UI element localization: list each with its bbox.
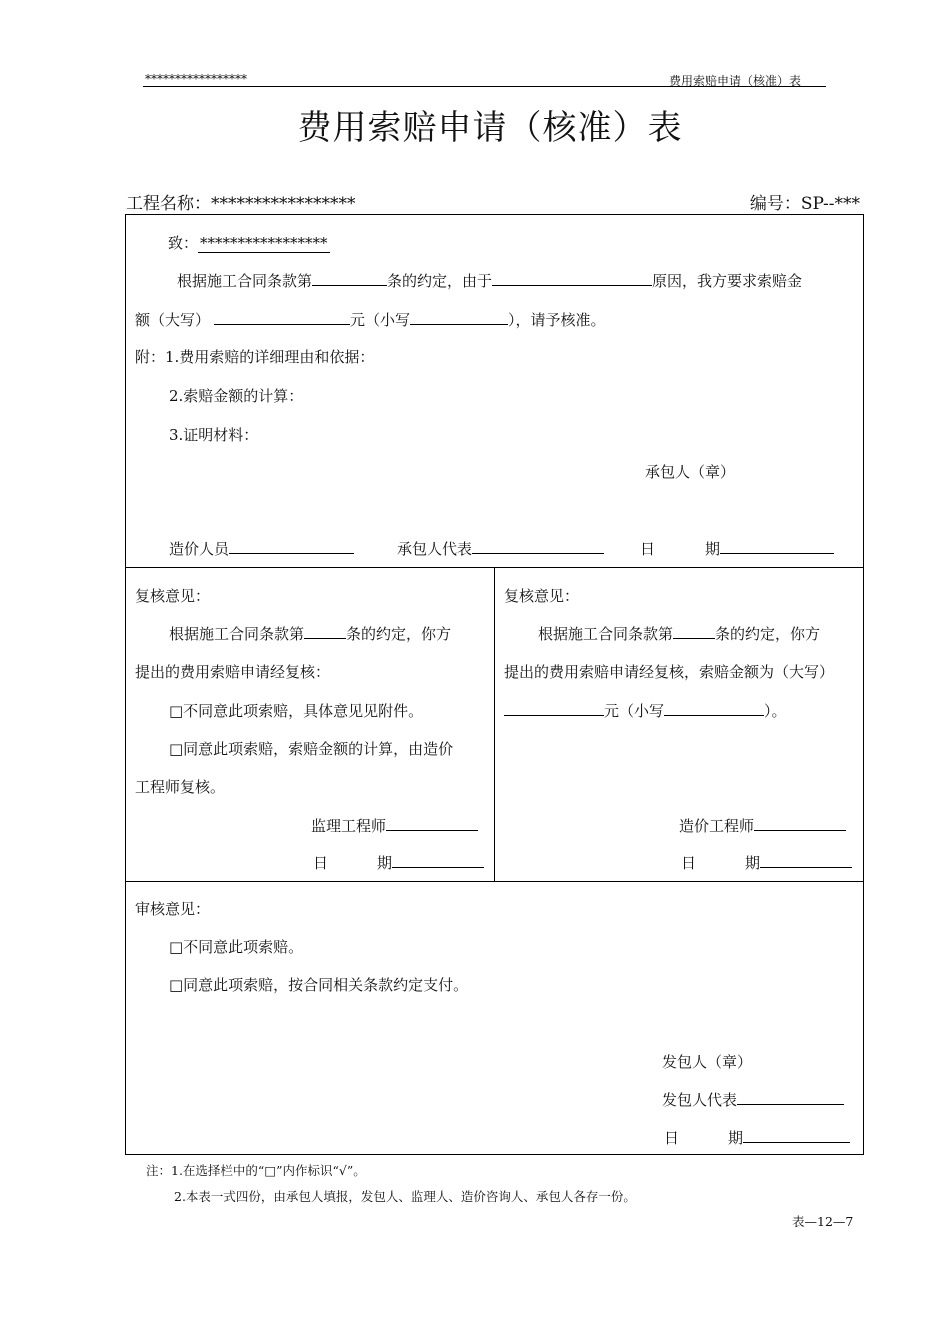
review-left-date-row (313, 852, 484, 873)
supervisor-signer-row (311, 815, 478, 836)
audit-date-field[interactable] (743, 1128, 850, 1143)
contractor-seal: 承包人（章） (645, 463, 736, 481)
to-label: 致： (168, 234, 199, 252)
cost-engineer-signer-row (679, 815, 846, 836)
cost-staff-field[interactable] (229, 539, 354, 554)
review-left-option-disagree[interactable]: □不同意此项索赔，具体意见见附件。 (169, 702, 424, 720)
issuer-rep-label: 发包人代表 (662, 1091, 738, 1109)
cost-staff-label: 造价人员 (169, 540, 230, 558)
text-yuan-small: 元（小写 (350, 311, 411, 329)
text-amount-words: 额（大写） (135, 311, 211, 329)
review-left-option-agree-cont: 工程师复核。 (135, 778, 226, 796)
contractor-rep-label: 承包人代表 (397, 540, 473, 558)
review-right-line2: 提出的费用索赔申请经复核，索赔金额为（大写） (504, 663, 835, 681)
review-right-date-row (681, 852, 852, 873)
date-label-period: 期 (745, 854, 761, 872)
date-label-day: 日 (313, 854, 329, 872)
audit-option-disagree[interactable]: □不同意此项索赔。 (169, 938, 304, 956)
note-1: 注：1.在选择栏中的“□”内作标识“√”。 (146, 1163, 366, 1178)
review-right-date-field[interactable] (760, 853, 852, 868)
date-label-period: 期 (377, 854, 393, 872)
review-left-heading: 复核意见： (135, 587, 211, 605)
date-label-period: 期 (728, 1129, 744, 1147)
date-label-period: 期 (705, 540, 721, 558)
amount-words-field[interactable] (214, 310, 350, 325)
cost-engineer-label: 造价工程师 (679, 817, 755, 835)
text-contract-clause: 根据施工合同条款第 (177, 272, 313, 290)
supervisor-label: 监理工程师 (311, 817, 387, 835)
text-contract-clause: 根据施工合同条款第 (169, 625, 305, 643)
claim-paragraph-line2 (135, 309, 606, 330)
header-form-title: 费用索赔申请（核准）表 (669, 74, 802, 88)
text-agreement-due-to: 条的约定，由于 (387, 272, 493, 290)
review-right-clause-field[interactable] (673, 624, 715, 639)
review-left-date-field[interactable] (392, 853, 484, 868)
text-agreement-you: 条的约定，你方 (715, 625, 821, 643)
audit-heading: 审核意见： (135, 900, 211, 918)
text-agreement-you: 条的约定，你方 (346, 625, 452, 643)
section-divider-2 (125, 881, 864, 882)
contractor-rep-field[interactable] (472, 539, 604, 554)
text-contract-clause: 根据施工合同条款第 (538, 625, 674, 643)
review-left-clause-field[interactable] (304, 624, 346, 639)
date-label-day: 日 (681, 854, 697, 872)
date-label-day: 日 (640, 540, 656, 558)
to-row (168, 232, 330, 253)
header-divider (143, 86, 826, 87)
text-close: ）。 (764, 702, 787, 720)
section1-date-field[interactable] (720, 539, 834, 554)
text-request-amount: 原因，我方要求索赔金 (652, 272, 803, 290)
review-right-amount-words-field[interactable] (504, 701, 604, 716)
text-please-approve: ），请予核准。 (508, 311, 606, 329)
issuer-rep-row (662, 1089, 844, 1110)
date-label-day: 日 (664, 1129, 680, 1147)
review-left-line1 (169, 623, 451, 644)
audit-option-agree[interactable]: □同意此项索赔，按合同相关条款约定支付。 (169, 976, 469, 994)
audit-date-row (664, 1127, 850, 1148)
project-name-value: ***************** (211, 194, 356, 214)
amount-figures-field[interactable] (410, 310, 508, 325)
claim-paragraph-line1 (177, 270, 802, 291)
text-yuan-small: 元（小写 (604, 702, 665, 720)
reason-field[interactable] (492, 271, 652, 286)
review-right-line1 (538, 623, 820, 644)
review-right-heading: 复核意见： (504, 587, 580, 605)
cost-engineer-signature-field[interactable] (754, 816, 846, 831)
attachment-2: 2.索赔金额的计算： (169, 387, 304, 405)
form-number-label: 编号： (749, 194, 801, 214)
review-right-line3 (504, 700, 787, 721)
header-stars: ***************** (145, 72, 247, 86)
review-right-amount-figures-field[interactable] (664, 701, 764, 716)
note-2: 2.本表一式四份，由承包人填报，发包人、监理人、造价咨询人、承包人各存一份。 (174, 1189, 636, 1204)
issuer-rep-field[interactable] (737, 1090, 844, 1105)
section1-date-row (640, 538, 834, 559)
project-name-row (126, 189, 356, 214)
form-number-row (750, 189, 860, 214)
attachment-3: 3.证明材料： (169, 426, 259, 444)
column-divider (494, 567, 495, 881)
contractor-rep-row (397, 538, 604, 559)
attachment-1: 附：1.费用索赔的详细理由和依据： (135, 348, 375, 366)
clause-number-field[interactable] (312, 271, 387, 286)
supervisor-signature-field[interactable] (386, 816, 478, 831)
review-left-option-agree[interactable]: □同意此项索赔，索赔金额的计算，由造价 (169, 740, 454, 758)
form-number-value: SP--*** (800, 194, 860, 214)
cost-staff-row (169, 538, 354, 559)
issuer-seal: 发包人（章） (662, 1053, 753, 1071)
project-name-label: 工程名称： (126, 194, 211, 214)
to-recipient-field[interactable]: ***************** (200, 234, 328, 252)
page-title: 费用索赔申请（核准）表 (297, 108, 683, 148)
review-left-line2: 提出的费用索赔申请经复核： (135, 663, 331, 681)
form-code: 表—12—7 (792, 1214, 854, 1229)
